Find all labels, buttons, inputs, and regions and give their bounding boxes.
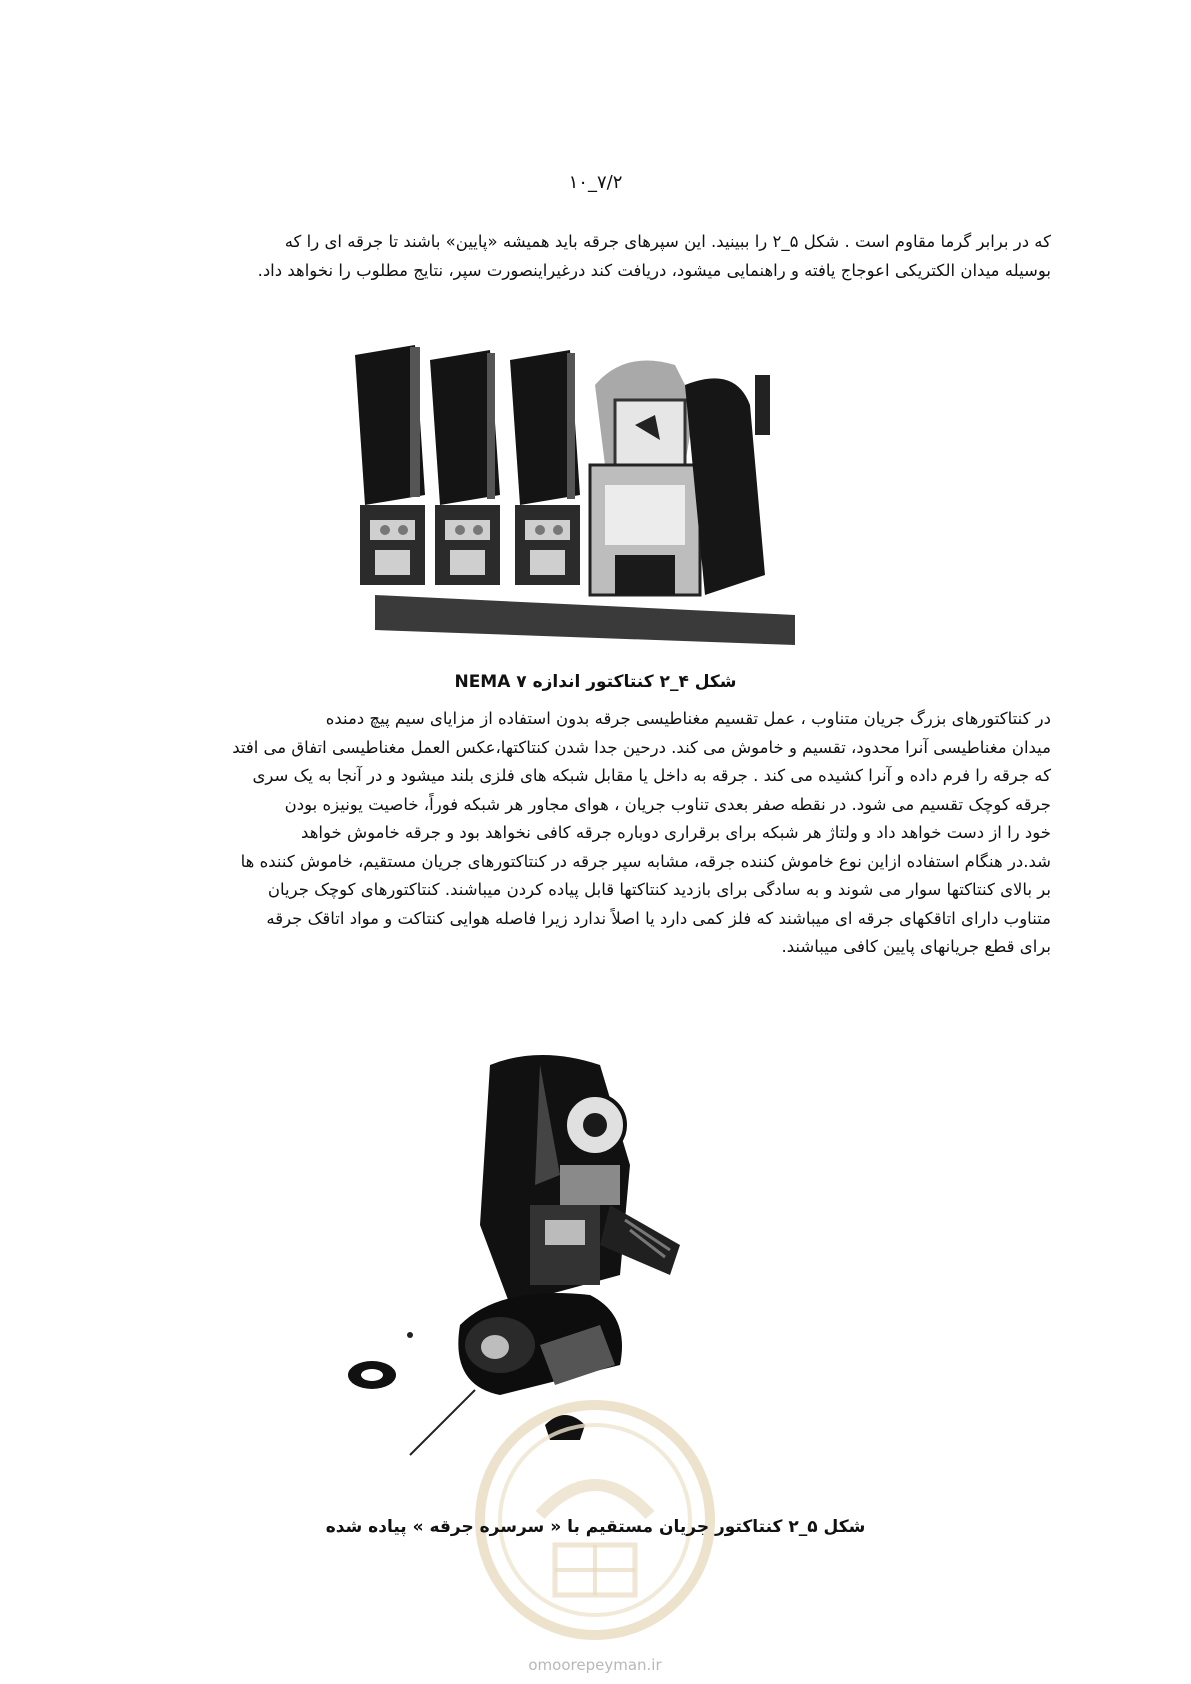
intro-paragraph bbox=[133, 228, 1051, 285]
figure-1-caption: شکل ۴_۲ کنتاکتور اندازه NEMA ۷ bbox=[454, 672, 737, 692]
figure-2-caption: شکل ۵_۲ کنتاکتور جریان مستقیم با « سرسره جرقه » پیاده شده bbox=[325, 1517, 866, 1537]
paragraph-line: که جرقه را فرم داده و آنرا کشیده می کند . جرقه به داخل یا مقابل شبکه های فلزی بلند میشود و در آنجا به یک سری bbox=[252, 766, 1051, 785]
paragraph-line: که در برابر گرما مقاوم است . شکل ۵_۲ را ببینید. این سپرهای جرقه باید همیشه «پایین» باشند تا جرقه ای را که bbox=[284, 232, 1051, 251]
paragraph-line: متناوب دارای اتاقکهای جرقه ای میباشند که فلز کمی دارد یا اصلاً ندارد زیرا فاصله هوایی کنتاکت و مواد اتاقک جرقه bbox=[266, 908, 1051, 928]
paragraph-line: برای قطع جریانهای پایین کافی میباشند. bbox=[781, 937, 1051, 956]
paragraph-line: بر بالای کنتاکتها سوار می شوند و به سادگی برای بازدید کنتاکتها قابل پیاده کردن میباشند. کنتاکتورهای کوچک جریان bbox=[267, 880, 1051, 899]
paragraph-line: شد.در هنگام استفاده ازاین نوع خاموش کننده جرقه، مشابه سپر جرقه در کنتاکتورهای جریان مستقیم، خاموش کننده ها bbox=[240, 851, 1051, 871]
paragraph-line: در کنتاکتورهای بزرگ جریان متناوب ، عمل تقسیم مغناطیسی جرقه بدون استفاده از مزایای سیم پیچ دمنده bbox=[325, 709, 1051, 728]
website-url: omoorepeyman.ir bbox=[528, 1656, 662, 1674]
paragraph-line: میدان مغناطیسی آنرا محدود، تقسیم و خاموش می کند. درحین جدا شدن کنتاکتها،عکس العمل مغناطیسی اتفاق می افتد bbox=[232, 737, 1051, 757]
paragraph-line: بوسیله میدان الکتریکی اعوجاج یافته و راهنمایی میشود، دریافت کند درغیراینصورت سپر، نتایج مطلوب را نخواهد داد. bbox=[257, 260, 1051, 280]
paragraph-line: جرقه کوچک تقسیم می شود. در نقطه صفر بعدی تناوب جریان ، هوای مجاور هر شبکه فوراً، خاصیت یونیزه بودن bbox=[284, 794, 1051, 814]
paragraph-line: خود را از دست خواهد داد و ولتاژ هر شبکه برای برقراری دوباره جرقه کافی نخواهد بود و جرقه خاموش خواهد bbox=[301, 823, 1051, 842]
body-paragraph bbox=[133, 705, 1051, 962]
page-number: ۷/۲_۱۰ bbox=[568, 172, 623, 193]
contactor-nema7-photo bbox=[355, 345, 825, 650]
